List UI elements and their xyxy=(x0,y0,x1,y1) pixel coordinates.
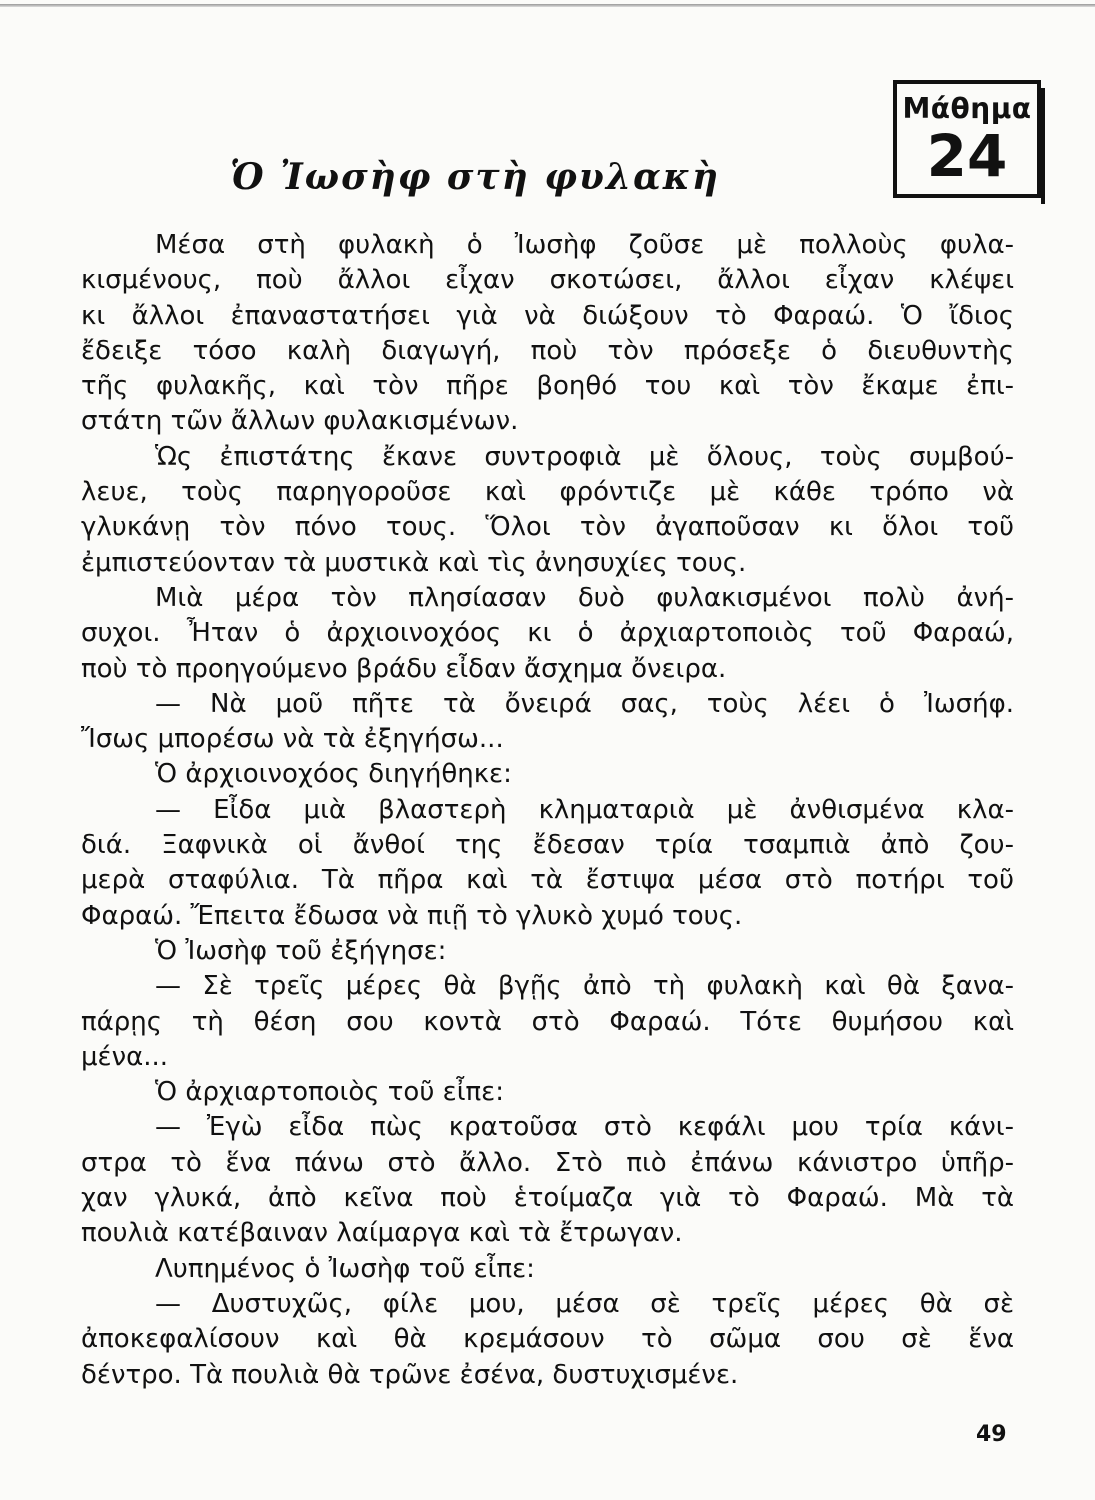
page-number: 49 xyxy=(976,1422,1007,1447)
text-line: πουλιὰ κατέβαιναν λαίμαργα καὶ τὰ ἔτρωγαν. xyxy=(81,1218,683,1249)
text-line: ἐμπιστεύονταν τὰ μυστικὰ καὶ τὶς ἀνησυχίες τους. xyxy=(81,547,747,578)
text-line: ἔδειξε τόσο καλὴ διαγωγή, ποὺ τὸν πρόσεξε ὁ διευθυντὴς xyxy=(81,335,1014,366)
text-line: Λυπημένος ὁ Ἰωσὴφ τοῦ εἶπε: xyxy=(155,1253,535,1284)
lesson-badge xyxy=(893,80,1041,198)
text-line: πάρῃς τὴ θέση σου κοντὰ στὸ Φαραώ. Τότε θυμήσου καὶ xyxy=(81,1006,1014,1037)
top-rule xyxy=(0,4,1095,7)
text-line: Ὁ Ἰωσὴφ τοῦ ἐξήγησε: xyxy=(155,935,447,966)
text-line: Ὡς ἐπιστάτης ἔκανε συντροφιὰ μὲ ὅλους, τοὺς συμβού- xyxy=(155,441,1014,472)
text-line: διά. Ξαφνικὰ οἱ ἄνθοί της ἔδεσαν τρία τσαμπιὰ ἀπὸ ζου- xyxy=(81,830,1014,861)
text-line: δέντρο. Τὰ πουλιὰ θὰ τρῶνε ἐσένα, δυστυχισμένε. xyxy=(81,1359,739,1390)
text-line: χαν γλυκά, ἀπὸ κεῖνα ποὺ ἑτοίμαζα γιὰ τὸ Φαραώ. Μὰ τὰ xyxy=(81,1183,1014,1214)
text-line: — Εἶδα μιὰ βλαστερὴ κληματαριὰ μὲ ἀνθισμένα κλα- xyxy=(155,794,1014,825)
text-line: ἀποκεφαλίσουν καὶ θὰ κρεμάσουν τὸ σῶμα σου σὲ ἕνα xyxy=(81,1324,1014,1355)
text-line: στρα τὸ ἕνα πάνω στὸ ἄλλο. Στὸ πιὸ ἐπάνω κάνιστρο ὑπῆρ- xyxy=(81,1147,1014,1178)
text-line: Μιὰ μέρα τὸν πλησίασαν δυὸ φυλακισμένοι πολὺ ἀνή- xyxy=(155,582,1014,613)
page-title: Ὁ Ἰωσὴφ στὴ φυλακὴ xyxy=(229,156,721,198)
text-line: — Νὰ μοῦ πῆτε τὰ ὄνειρά σας, τοὺς λέει ὁ Ἰωσήφ. xyxy=(155,688,1014,719)
text-line: συχοι. Ἦταν ὁ ἀρχιοινοχόος κι ὁ ἀρχιαρτοποιὸς τοῦ Φαραώ, xyxy=(81,618,1014,649)
text-line: κισμένους, ποὺ ἄλλοι εἶχαν σκοτώσει, ἄλλοι εἶχαν κλέψει xyxy=(81,265,1014,296)
lesson-label: Μάθημα xyxy=(902,92,1032,125)
text-line: τῆς φυλακῆς, καὶ τὸν πῆρε βοηθό του καὶ τὸν ἔκαμε ἐπι- xyxy=(81,371,1014,402)
text-line: Ἴσως μπορέσω νὰ τὰ ἐξηγήσω... xyxy=(81,724,504,755)
text-line: — Δυστυχῶς, φίλε μου, μέσα σὲ τρεῖς μέρες θὰ σὲ xyxy=(155,1288,1014,1319)
text-line: μένα... xyxy=(81,1041,169,1072)
text-line: μερὰ σταφύλια. Τὰ πῆρα καὶ τὰ ἔστιψα μέσα στὸ ποτήρι τοῦ xyxy=(81,865,1014,896)
text-line: — Σὲ τρεῖς μέρες θὰ βγῇς ἀπὸ τὴ φυλακὴ καὶ θὰ ξανα- xyxy=(155,971,1014,1002)
body-text xyxy=(81,228,1014,1393)
text-line: γλυκάνῃ τὸν πόνο τους. Ὅλοι τὸν ἀγαποῦσαν κι ὅλοι τοῦ xyxy=(81,512,1014,543)
text-line: κι ἄλλοι ἐπαναστατήσει γιὰ νὰ διώξουν τὸ Φαραώ. Ὁ ἴδιος xyxy=(81,300,1014,331)
text-line: Ὁ ἀρχιοινοχόος διηγήθηκε: xyxy=(155,759,512,790)
text-line: Φαραώ. Ἔπειτα ἔδωσα νὰ πιῇ τὸ γλυκὸ χυμό τους. xyxy=(81,900,743,931)
lesson-number: 24 xyxy=(926,122,1008,190)
text-line: στάτη τῶν ἄλλων φυλακισμένων. xyxy=(81,406,519,437)
text-line: Μέσα στὴ φυλακὴ ὁ Ἰωσὴφ ζοῦσε μὲ πολλοὺς φυλα- xyxy=(155,230,1014,260)
text-line: λευε, τοὺς παρηγοροῦσε καὶ φρόντιζε μὲ κάθε τρόπο νὰ xyxy=(81,477,1014,508)
text-line: ποὺ τὸ προηγούμενο βράδυ εἶδαν ἄσχημα ὄνειρα. xyxy=(81,653,727,684)
text-line: Ὁ ἀρχιαρτοποιὸς τοῦ εἶπε: xyxy=(155,1077,504,1108)
text-line: — Ἐγὼ εἶδα πὼς κρατοῦσα στὸ κεφάλι μου τρία κάνι- xyxy=(155,1112,1014,1143)
